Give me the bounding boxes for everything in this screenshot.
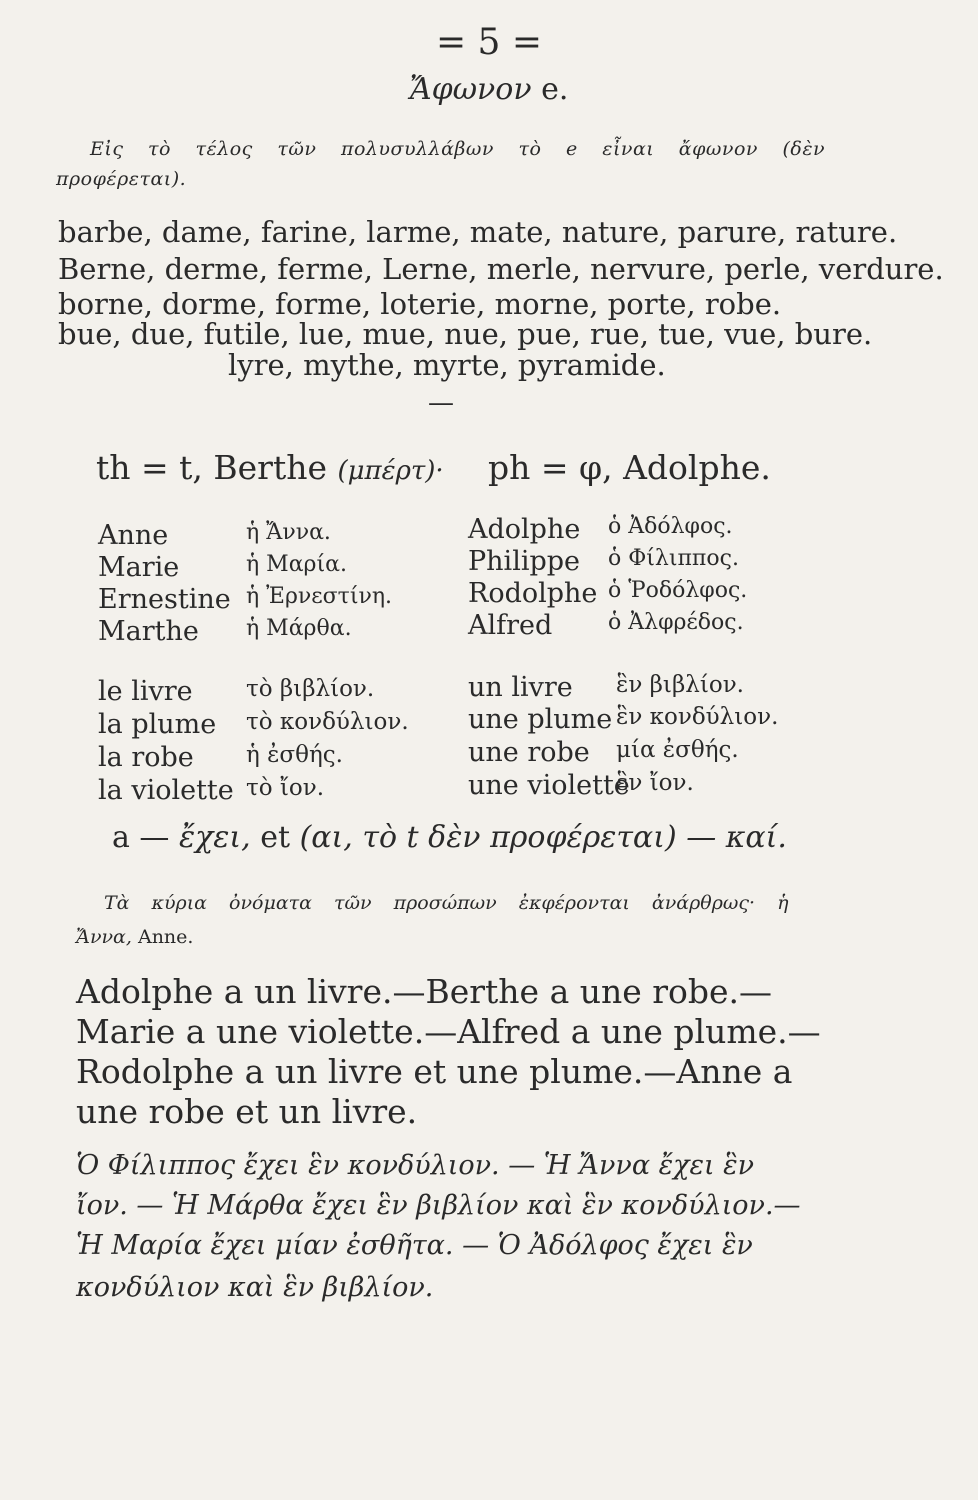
name-row	[98, 552, 428, 585]
article-row	[98, 742, 428, 775]
name-greek: ἡ Μαρία.	[246, 552, 347, 577]
name-row	[468, 578, 828, 611]
article-french: la robe	[98, 742, 194, 773]
article-greek: ἓν ἴον.	[616, 770, 694, 796]
article-greek: ἓν κονδύλιον.	[616, 704, 779, 730]
article-french: une violette	[468, 770, 630, 801]
rule-th-greek: (μπέρτ)·	[337, 456, 444, 486]
name-french: Philippe	[468, 546, 581, 577]
greek-paragraph-line-1: Ὁ Φίλιππος ἔχει ἓν κονδύλιον. — Ἡ Ἄννα ἔχει ἓν	[76, 1150, 755, 1181]
word-list-line-1: barbe, dame, farine, larme, mate, nature, parure, rature.	[58, 215, 898, 249]
article-row	[98, 709, 428, 742]
proper-names-note-line-2	[76, 926, 193, 948]
name-row	[98, 584, 428, 617]
page-number: = 5 =	[435, 22, 543, 63]
section-title	[0, 72, 978, 107]
name-row	[468, 610, 828, 643]
intro-note-line-1: Εἰς τὸ τέλος τῶν πολυσυλλάβων τὸ e εἶναι ἄφωνον (δὲν	[90, 138, 826, 160]
greek-paragraph-line-3: Ἡ Μαρία ἔχει μίαν ἐσθῆτα. — Ὁ Ἀδόλφος ἔχει ἓν	[76, 1230, 753, 1261]
name-french: Adolphe	[468, 514, 581, 545]
name-greek: ὁ Ἀλφρέδος.	[608, 610, 744, 635]
greek-paragraph-line-4: κονδύλιον καὶ ἓν βιβλίον.	[76, 1272, 434, 1303]
name-row	[98, 520, 428, 553]
article-row	[98, 676, 428, 709]
rule-th-text: th = t, Berthe	[96, 448, 327, 487]
word-list-line-4: bue, due, futile, lue, mue, nue, pue, rue, tue, vue, bure.	[58, 317, 873, 351]
pronunciation-rule-ph: ph = φ, Adolphe.	[488, 448, 771, 487]
name-french: Rodolphe	[468, 578, 598, 609]
article-greek: ἡ ἐσθής.	[246, 742, 343, 768]
article-greek: μία ἐσθής.	[616, 737, 739, 763]
a-line-start: a —	[112, 820, 170, 855]
article-row	[468, 770, 828, 803]
article-row	[98, 775, 428, 808]
proper-note-french: Anne.	[137, 926, 194, 948]
name-greek: ἡ Μάρθα.	[246, 616, 352, 641]
greek-paragraph-line-2: ἴον. — Ἡ Μάρθα ἔχει ἓν βιβλίον καὶ ἓν κονδύλιον.—	[76, 1190, 801, 1221]
article-row	[468, 672, 828, 705]
a-conjugation-line	[112, 820, 787, 855]
french-paragraph-line-1: Adolphe a un livre.—Berthe a une robe.—	[76, 972, 773, 1011]
pronunciation-rule-th	[96, 448, 444, 487]
article-greek: ἓν βιβλίον.	[616, 672, 744, 698]
article-greek: τὸ ἴον.	[246, 775, 325, 801]
a-line-et: et	[260, 820, 291, 855]
article-french: un livre	[468, 672, 573, 703]
name-greek: ὁ Ἀδόλφος.	[608, 514, 733, 539]
article-french: la plume	[98, 709, 217, 740]
title-greek: Ἄφωνον	[409, 72, 532, 107]
article-french: la violette	[98, 775, 234, 806]
separator-dash: —	[428, 388, 454, 418]
article-row	[468, 704, 828, 737]
title-letter: e.	[541, 72, 569, 107]
word-list-line-2: Berne, derme, ferme, Lerne, merle, nervure, perle, verdure.	[58, 252, 944, 286]
name-french: Marthe	[98, 616, 199, 647]
article-greek: τὸ κονδύλιον.	[246, 709, 409, 735]
french-paragraph-line-2: Marie a une violette.—Alfred a une plume.—	[76, 1012, 821, 1051]
name-french: Ernestine	[98, 584, 231, 615]
french-paragraph-line-3: Rodolphe a un livre et une plume.—Anne a	[76, 1052, 793, 1091]
name-greek: ὁ Φίλιππος.	[608, 546, 739, 571]
name-greek: ἡ Ἄννα.	[246, 520, 331, 545]
article-french: une robe	[468, 737, 590, 768]
name-row	[468, 546, 828, 579]
name-greek: ἡ Ἐρνεστίνη.	[246, 584, 393, 609]
article-greek: τὸ βιβλίον.	[246, 676, 375, 702]
proper-note-greek: Ἄννα,	[76, 926, 132, 948]
name-french: Marie	[98, 552, 180, 583]
article-french: une plume	[468, 704, 613, 735]
name-greek: ὁ Ῥοδόλφος.	[608, 578, 748, 603]
name-french: Alfred	[468, 610, 553, 641]
article-row	[468, 737, 828, 770]
name-row	[98, 616, 428, 649]
a-line-greek-verb: ἔχει,	[178, 820, 251, 855]
intro-note-line-2: προφέρεται).	[56, 168, 187, 190]
name-french: Anne	[98, 520, 169, 551]
french-paragraph-line-4: une robe et un livre.	[76, 1092, 418, 1131]
word-list-line-5: lyre, mythe, myrte, pyramide.	[228, 348, 666, 382]
article-french: le livre	[98, 676, 193, 707]
name-row	[468, 514, 828, 547]
word-list-line-3: borne, dorme, forme, loterie, morne, porte, robe.	[58, 287, 782, 321]
a-line-greek-note: (αι, τὸ t δὲν προφέρεται) — καί.	[299, 820, 787, 855]
proper-names-note-line-1: Τὰ κύρια ὀνόματα τῶν προσώπων ἐκφέρονται ἀνάρθρως· ἡ	[104, 892, 789, 914]
